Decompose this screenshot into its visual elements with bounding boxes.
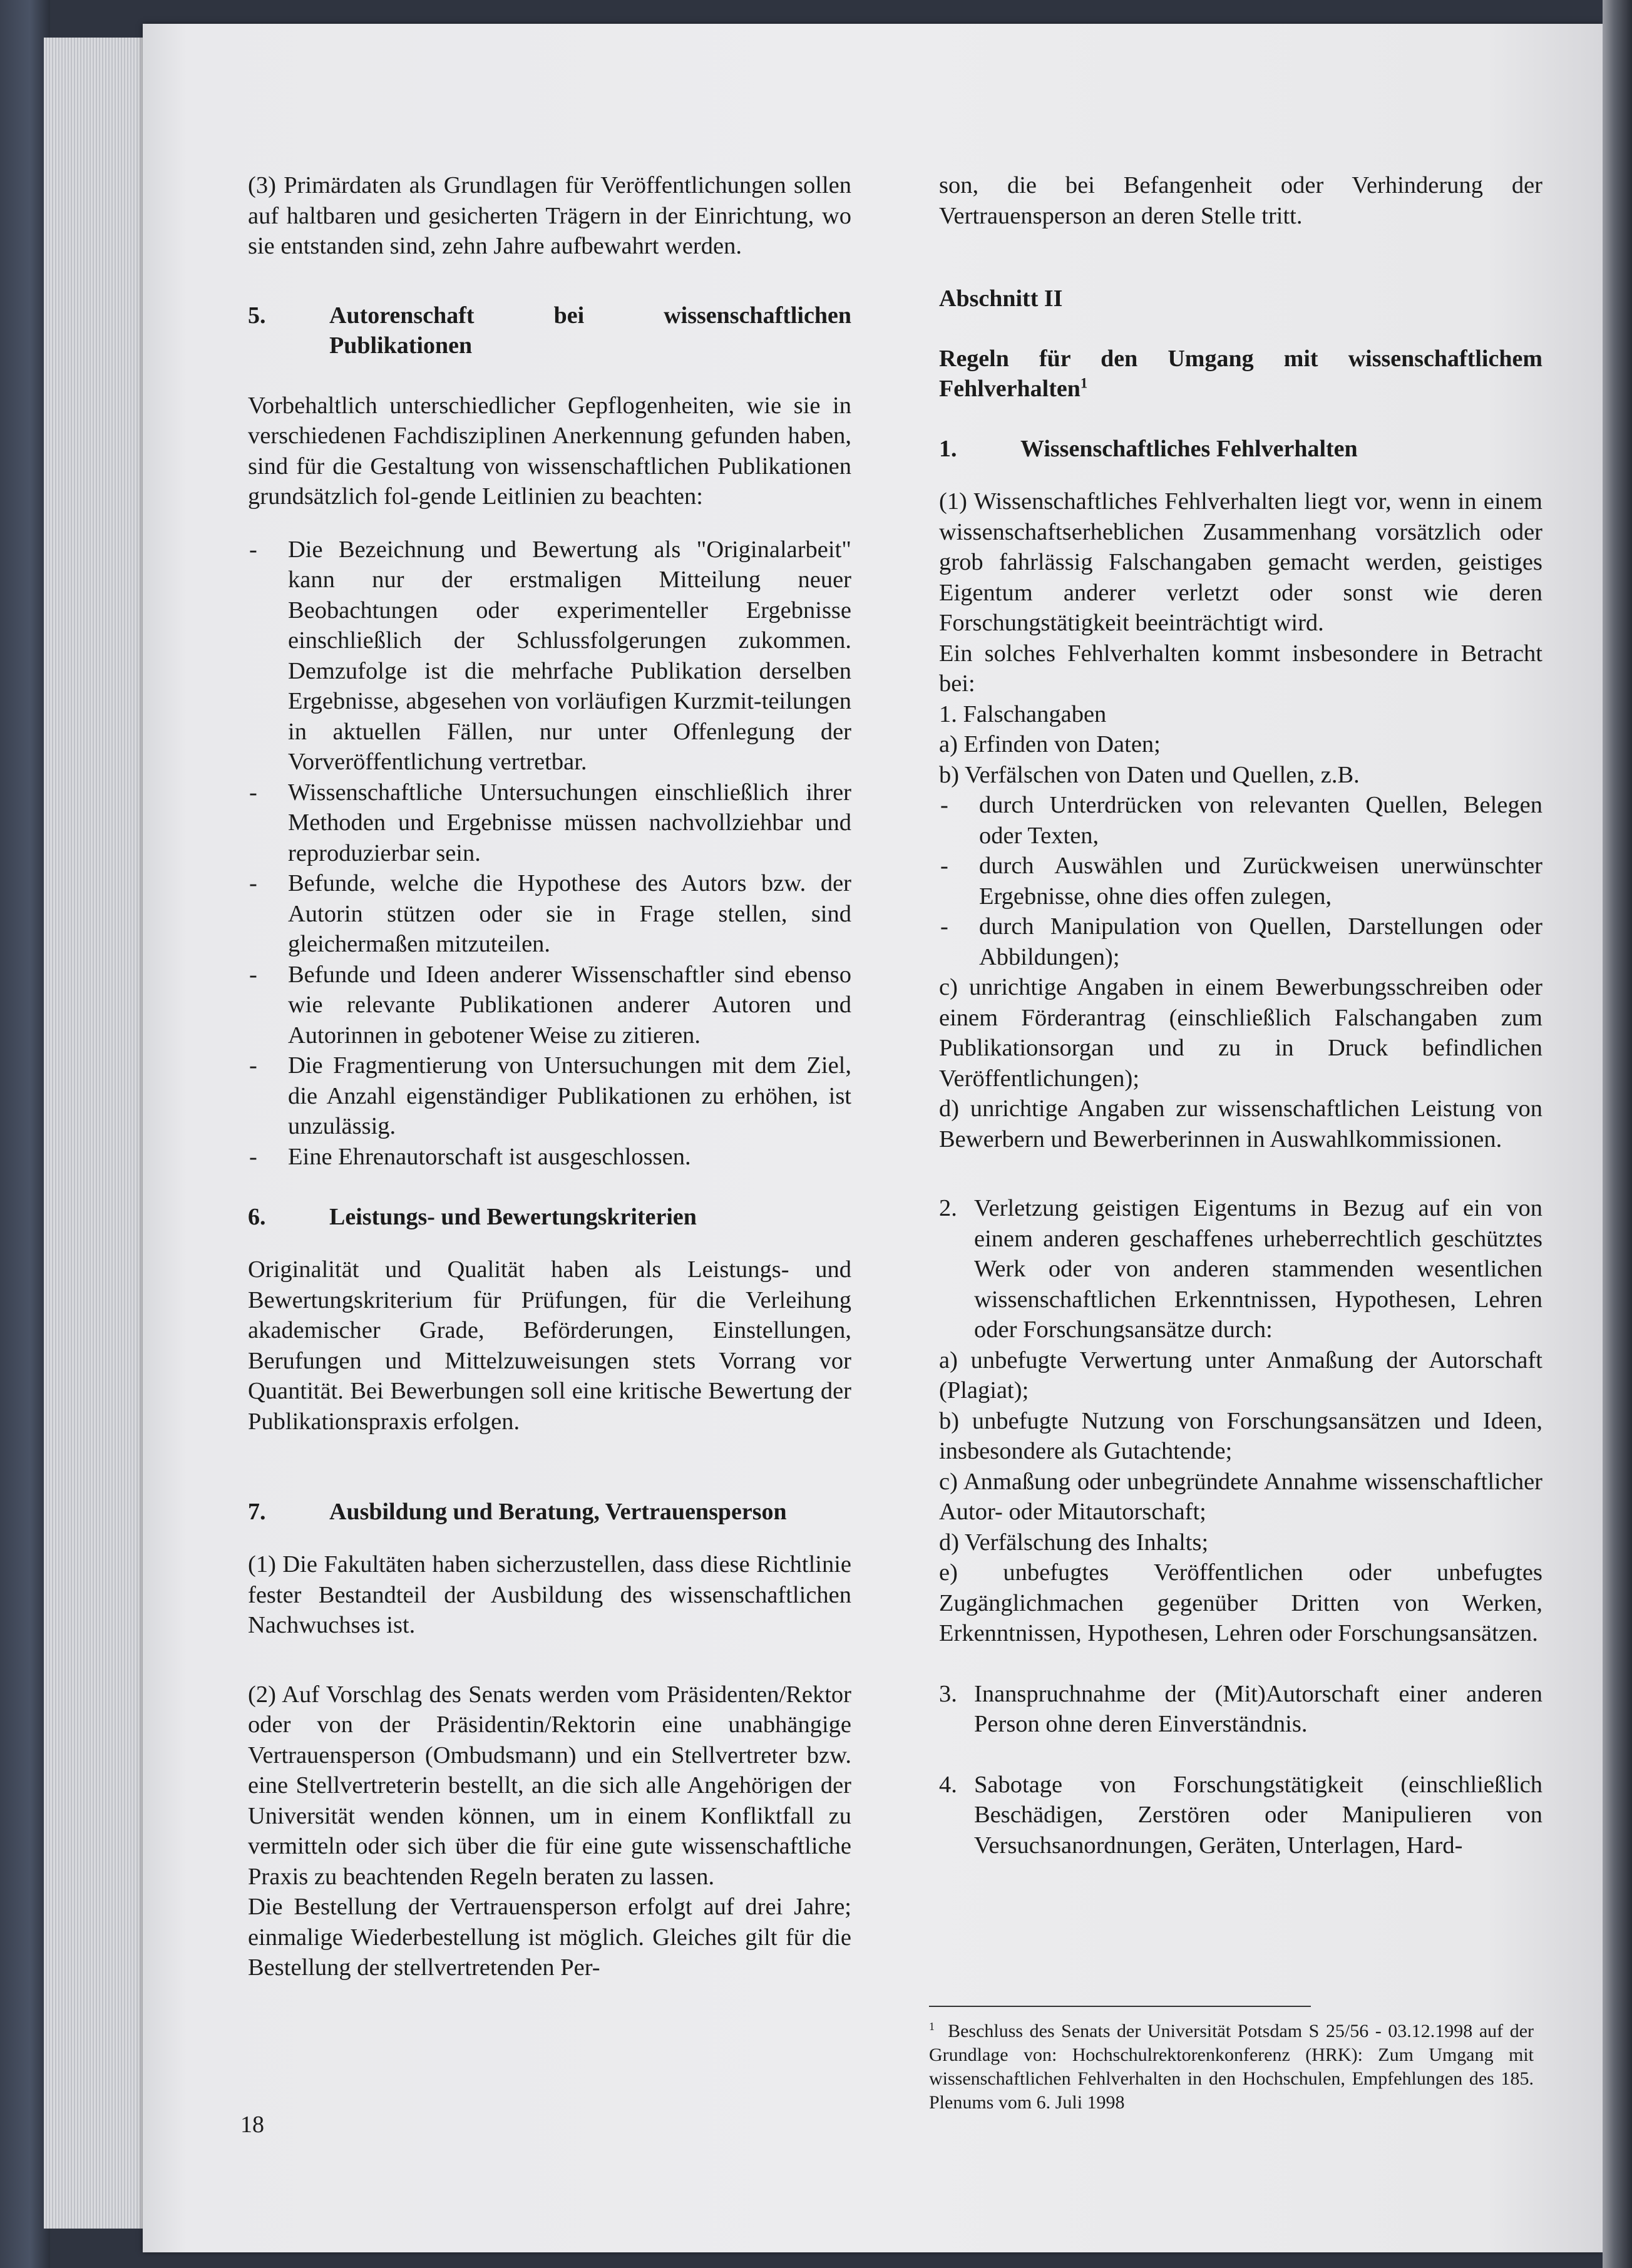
section-5-list <box>248 535 851 1172</box>
item-2-sub-e: e) unbefugtes Veröffentlichen oder unbefugtes Zugänglichmachen gegenüber Dritten von Werken, Erkenntnissen, Hypothesen, Lehren oder Forschungsansätzen. <box>939 1559 1542 1646</box>
section-title: Autorenschaft bei wissenschaftlichen Publikationen <box>329 302 851 359</box>
section-title: Wissenschaftliches Fehlverhalten <box>1020 436 1358 462</box>
section-number: 6. <box>248 1204 266 1230</box>
item-c: c) unrichtige Angaben in einem Bewerbungsschreiben oder einem Förderantrag (einschließlich Falschangaben zum Publikationsorgan und zu in Druck befindlichen Veröffentlichungen); <box>939 974 1542 1092</box>
fehlverhalten-paragraph-2: Ein solches Fehlverhalten kommt insbesondere in Betracht bei: <box>939 640 1542 697</box>
list-item: - durch Auswählen und Zurückweisen unerwünschter Ergebnisse, ohne dies offen zulegen, <box>940 853 1542 910</box>
section-7-paragraph-1: (1) Die Fakultäten haben sicherzustellen, dass diese Richtlinie fester Bestandteil der Ausbildung des wissenschaftlichen Nachwuchses ist. <box>248 1551 851 1638</box>
section-7-heading <box>248 1497 851 1527</box>
right-section-1-heading <box>939 434 1542 464</box>
list-item: - Die Fragmentierung von Untersuchungen mit dem Ziel, die Anzahl eigenständiger Publikationen zu erhöhen, ist unzulässig. <box>249 1052 851 1139</box>
section-5-heading <box>248 300 851 361</box>
right-page-edge <box>1603 0 1632 2268</box>
item-2-sub-b: b) unbefugte Nutzung von Forschungsansätzen und Ideen, insbesondere als Gutachtende; <box>939 1407 1542 1464</box>
item-2-sub-d: d) Verfälschung des Inhalts; <box>939 1529 1209 1556</box>
footnote-text: Beschluss des Senats der Universität Potsdam S 25/56 - 03.12.1998 auf der Grundlage von: Hochschulrektorenkonferenz (HRK): Zum Umgang mit wissenschaftlichen Fehlverhalten in den Hochschulen, Empfehlungen des 185. Plenums vom 6. Juli 1998 <box>929 2021 1534 2113</box>
falschangaben-title: 1. Falschangaben <box>939 700 1107 727</box>
list-item: - durch Unterdrücken von relevanten Quellen, Belegen oder Texten, <box>940 792 1542 849</box>
footnote-divider <box>929 2006 1311 2007</box>
list-item: - Eine Ehrenautorschaft ist ausgeschlossen. <box>249 1143 691 1170</box>
section-number: 7. <box>248 1499 266 1525</box>
item-2-sub-c: c) Anmaßung oder unbegründete Annahme wissenschaftlicher Autor- oder Mitautorschaft; <box>939 1468 1542 1525</box>
paragraph-primaerdaten: (3) Primärdaten als Grundlagen für Veröffentlichungen sollen auf haltbaren und gesicherten Trägern in der Einrichtung, wo sie entstanden sind, zehn Jahre aufbewahrt werden. <box>248 172 851 259</box>
item-a: a) Erfinden von Daten; <box>939 731 1161 757</box>
book-binding <box>0 0 50 2268</box>
list-item: - Befunde, welche die Hypothese des Autors bzw. der Autorin stützen oder sie in Frage stellen, sind gleichermaßen mitzuteilen. <box>249 870 851 957</box>
section-title: Leistungs- und Bewertungskriterien <box>329 1204 697 1230</box>
section-7-paragraph-3: Die Bestellung der Vertrauensperson erfolgt auf drei Jahre; einmalige Wiederbestellung ist möglich. Gleiches gilt für die Bestellung der stellvertretenden Per- <box>248 1894 851 1981</box>
list-item: - durch Manipulation von Quellen, Darstellungen oder Abbildungen); <box>940 913 1542 970</box>
item-2: 2. Verletzung geistigen Eigentums in Bezug auf ein von einem anderen geschaffenes urheberrechtlich geschütztes Werk oder von anderen stammenden wesentlichen wissenschaftlichen Erkenntnissen, Hypothesen, Lehren oder Forschungsansätze durch: <box>939 1195 1542 1343</box>
item-4: 4. Sabotage von Forschungstätigkeit (einschließlich Beschädigen, Zerstören oder Manipulieren von Versuchsanordnungen, Geräten, Unterlagen, Hard- <box>939 1771 1542 1859</box>
section-title: Ausbildung und Beratung, Vertrauensperson <box>329 1499 787 1525</box>
list-item: - Befunde und Ideen anderer Wissenschaftler sind ebenso wie relevante Publikationen anderer Autoren und Autorinnen in gebotener Weise zu zitieren. <box>249 961 851 1049</box>
section-6-heading <box>248 1202 851 1232</box>
item-2-sub-a: a) unbefugte Verwertung unter Anmaßung der Autorschaft (Plagiat); <box>939 1347 1542 1403</box>
footnote-mark: 1 <box>929 2020 935 2033</box>
right-column <box>939 170 1542 1860</box>
abschnitt-heading: Abschnitt II <box>939 285 1063 312</box>
footnote-ref: 1 <box>1080 375 1088 391</box>
page-number: 18 <box>240 2111 264 2138</box>
section-6-text: Originalität und Qualität haben als Leistungs- und Bewertungskriterium für Prüfungen, für die Verleihung akademischer Grade, Beförderungen, Einstellungen, Berufungen und Mittelzuweisungen stets Vorrang vor Quantität. Bei Bewerbungen soll eine kritische Bewertung der Publikationspraxis erfolgen. <box>248 1256 851 1435</box>
left-column <box>248 170 851 1983</box>
section-5-intro: Vorbehaltlich unterschiedlicher Gepflogenheiten, wie sie in verschiedenen Fachdisziplinen Anerkennung gefunden haben, sind für die Gestaltung von wissenschaftlichen Publikationen grundsätzlich fol-gende Leitlinien zu beachten: <box>248 392 851 510</box>
section-7-paragraph-2: (2) Auf Vorschlag des Senats werden vom Präsidenten/Rektor oder von der Präsidentin/Rektorin eine unabhängige Vertrauensperson (Ombudsmann) und ein Stellvertreter bzw. eine Stellvertreterin bestellt, an die sich alle Angehörigen der Universität wenden können, um in einem Konfliktfall zu vermitteln oder sich über die für eine gute wissenschaftliche Praxis zu beachtenden Regeln beraten zu lassen. <box>248 1681 851 1890</box>
list-item: - Wissenschaftliche Untersuchungen einschließlich ihrer Methoden und Ergebnisse müssen nachvollziehbar und reproduzierbar sein. <box>249 779 851 866</box>
item-3: 3. Inanspruchnahme der (Mit)Autorschaft einer anderen Person ohne deren Einverständnis. <box>939 1680 1542 1737</box>
section-number: 1. <box>939 436 957 462</box>
continuation-paragraph: son, die bei Befangenheit oder Verhinderung der Vertrauensperson an deren Stelle tritt. <box>939 172 1542 229</box>
fehlverhalten-paragraph-1: (1) Wissenschaftliches Fehlverhalten liegt vor, wenn in einem wissenschaftserheblichen Zusammenhang vorsätzlich oder grob fahrlässig Falschangaben gemacht werden, geistiges Eigentum anderer verletzt oder sonst wie deren Forschungstätigkeit beeinträchtigt wird. <box>939 488 1542 636</box>
section-number: 5. <box>248 302 266 329</box>
item-d: d) unrichtige Angaben zur wissenschaftlichen Leistung von Bewerbern und Bewerberinnen in Auswahlkommissionen. <box>939 1096 1542 1152</box>
footnote <box>929 2019 1534 2115</box>
regeln-heading: Regeln für den Umgang mit wissenschaftlichem Fehlverhalten$^1$ <box>939 346 1542 402</box>
list-item: - Die Bezeichnung und Bewertung als "Originalarbeit" kann nur der erstmaligen Mitteilung neuer Beobachtungen oder experimenteller Ergebnisse einschließlich der Schlussfolgerungen zukommen. Demzufolge ist die mehrfache Publikation derselben Ergebnisse, abgesehen von vorläufigen Kurzmit-teilungen in aktuellen Fällen, nur unter Offenlegung der Vorveröffentlichung vertretbar. <box>249 536 851 775</box>
item-b: b) Verfälschen von Daten und Quellen, z.B. <box>939 761 1360 788</box>
